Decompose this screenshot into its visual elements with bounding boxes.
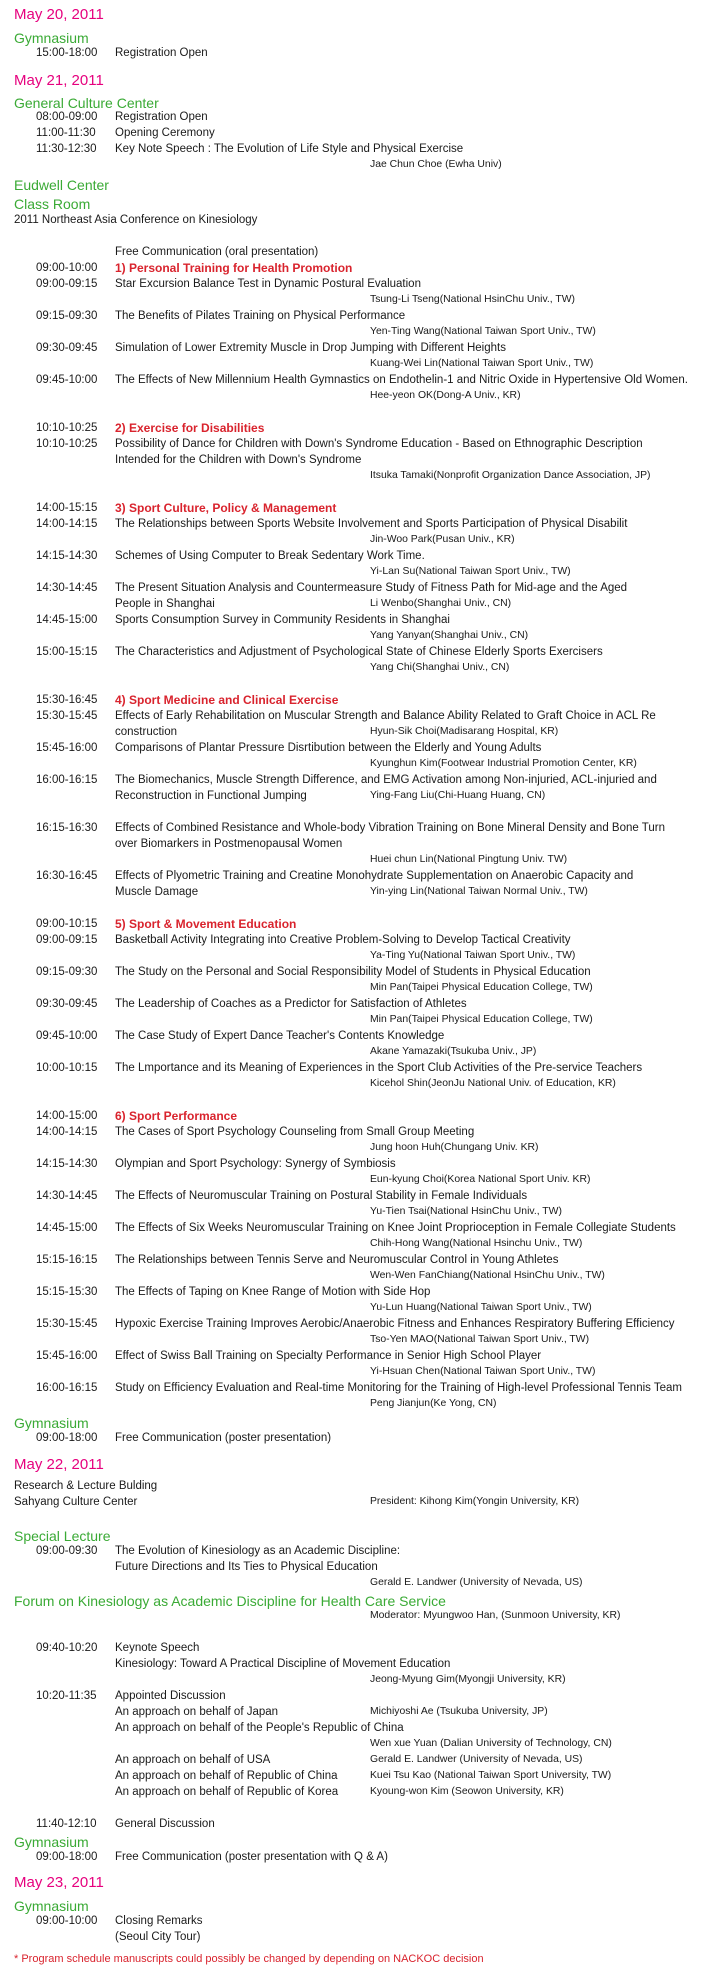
schedule-text: 11:30-12:30 [36, 143, 97, 155]
schedule-text: construction [115, 726, 178, 738]
schedule-text: The Leadership of Coaches as a Predictor for Satisfaction of Athletes [115, 998, 467, 1010]
schedule-text: 15:00-15:15 [36, 646, 98, 658]
schedule-text: 08:00-09:00 [36, 111, 98, 123]
schedule-text: Free Communication (poster presentation) [115, 1432, 332, 1444]
schedule-text: 09:00-18:00 [36, 1432, 98, 1444]
schedule-text: 09:00-10:00 [36, 262, 98, 274]
schedule-text: 14:00-14:15 [36, 1126, 98, 1138]
schedule-text: 14:15-14:30 [36, 1158, 98, 1170]
schedule-text: 16:15-16:30 [36, 822, 98, 834]
session-heading: 6) Sport Performance [115, 1109, 238, 1123]
schedule-text: 14:30-14:45 [36, 1190, 98, 1202]
schedule-text: Reconstruction in Functional Jumping [115, 790, 307, 802]
venue-heading: Special Lecture [14, 1528, 111, 1544]
schedule-text: An approach on behalf of USA [115, 1754, 271, 1766]
schedule-text: Study on Efficiency Evaluation and Real-time Monitoring for the Training of High-level Professional Tennis Team [115, 1382, 682, 1394]
presenter-text: Jae Chun Choe (Ewha Univ) [370, 159, 502, 170]
schedule-text: 09:00-09:15 [36, 934, 98, 946]
presenter-text: Michiyoshi Ae (Tsukuba University, JP) [370, 1706, 548, 1717]
presenter-text: Min Pan(Taipei Physical Education College, TW) [370, 1014, 593, 1025]
schedule-text: Star Excursion Balance Test in Dynamic Postural Evaluation [115, 278, 421, 290]
schedule-text: People in Shanghai [115, 598, 215, 610]
presenter-text: Hee-yeon OK(Dong-A Univ., KR) [370, 390, 521, 401]
presenter-text: President: Kihong Kim(Yongin University, KR) [370, 1496, 580, 1507]
schedule-text: 16:00-16:15 [36, 774, 98, 786]
schedule-text: The Biomechanics, Muscle Strength Difference, and EMG Activation among Non-injuried, ACL-injuried and [115, 774, 657, 786]
schedule-text: 15:30-15:45 [36, 710, 98, 722]
schedule-text: 09:45-10:00 [36, 1030, 98, 1042]
venue-heading: Gymnasium [14, 1834, 89, 1850]
session-heading: 4) Sport Medicine and Clinical Exercise [115, 693, 339, 707]
presenter-text: Jung hoon Huh(Chungang Univ. KR) [370, 1142, 539, 1153]
schedule-text: 09:15-09:30 [36, 310, 98, 322]
schedule-text: 14:30-14:45 [36, 582, 98, 594]
schedule-text: 15:30-16:45 [36, 694, 98, 706]
schedule-text: 16:30-16:45 [36, 870, 98, 882]
presenter-text: Kyunghun Kim(Footwear Industrial Promotion Center, KR) [370, 758, 637, 769]
schedule-text: General Discussion [115, 1818, 215, 1830]
schedule-text: 10:00-10:15 [36, 1062, 98, 1074]
session-heading: 3) Sport Culture, Policy & Management [115, 501, 337, 515]
presenter-text: Yang Chi(Shanghai Univ., CN) [370, 662, 510, 673]
schedule-text: 15:15-15:30 [36, 1286, 98, 1298]
schedule-text: The Study on the Personal and Social Responsibility Model of Students in Physical Education [115, 966, 591, 978]
schedule-text: The Evolution of Kinesiology as an Academic Discipline: [115, 1545, 401, 1557]
schedule-text: The Characteristics and Adjustment of Psychological State of Chinese Elderly Sports Exercisers [115, 646, 603, 658]
schedule-text: The Lmportance and its Meaning of Experiences in the Sport Club Activities of the Pre-service Teachers [115, 1062, 643, 1074]
schedule-text: 2011 Northeast Asia Conference on Kinesiology [14, 214, 258, 226]
schedule-text: 09:30-09:45 [36, 998, 98, 1010]
schedule-text: Kinesiology: Toward A Practical Discipline of Movement Education [115, 1658, 451, 1670]
schedule-text: The Effects of Taping on Knee Range of Motion with Side Hop [115, 1286, 431, 1298]
schedule-text: 14:00-15:15 [36, 502, 98, 514]
presenter-text: Kuei Tsu Kao (National Taiwan Sport University, TW) [370, 1770, 612, 1781]
schedule-text: Sports Consumption Survey in Community Residents in Shanghai [115, 614, 450, 626]
presenter-text: Tso-Yen MAO(National Taiwan Sport Univ., TW) [370, 1334, 590, 1345]
session-heading: 2) Exercise for Disabilities [115, 421, 265, 435]
schedule-text: 14:45-15:00 [36, 1222, 98, 1234]
presenter-text: Jeong-Myung Gim(Myongji University, KR) [370, 1674, 566, 1685]
schedule-text: Possibility of Dance for Children with Down's Syndrome Education - Based on Ethnographic Description [115, 438, 643, 450]
schedule-text: Effects of Early Rehabilitation on Muscular Strength and Balance Ability Related to Graft Choice in ACL Re [115, 710, 656, 722]
schedule-text: 09:00-09:30 [36, 1545, 98, 1557]
presenter-text: Yen-Ting Wang(National Taiwan Sport Univ., TW) [370, 326, 596, 337]
presenter-text: Wen-Wen FanChiang(National HsinChu Univ., TW) [370, 1270, 605, 1281]
schedule-text: Muscle Damage [115, 886, 199, 898]
schedule-text: 09:45-10:00 [36, 374, 98, 386]
presenter-text: Li Wenbo(Shanghai Univ., CN) [370, 598, 512, 609]
schedule-text: 11:00-11:30 [36, 127, 96, 139]
presenter-text: Moderator: Myungwoo Han, (Sunmoon University, KR) [370, 1610, 621, 1621]
schedule-text: Effects of Plyometric Training and Creatine Monohydrate Supplementation on Anaerobic Capacity and [115, 870, 634, 882]
venue-heading: Forum on Kinesiology as Academic Discipline for Health Care Service [14, 1593, 446, 1609]
presenter-text: Gerald E. Landwer (University of Nevada, US) [370, 1754, 583, 1765]
presenter-text: Eun-kyung Choi(Korea National Sport Univ. KR) [370, 1174, 591, 1185]
schedule-text: 09:00-18:00 [36, 1851, 98, 1863]
presenter-text: Hyun-Sik Choi(Madisarang Hospital, KR) [370, 726, 559, 737]
schedule-text: 15:30-15:45 [36, 1318, 98, 1330]
schedule-text: 09:00-10:15 [36, 918, 98, 930]
schedule-text: Effects of Combined Resistance and Whole-body Vibration Training on Bone Mineral Density and Bone Turn [115, 822, 665, 834]
date-heading: May 20, 2011 [14, 6, 104, 23]
presenter-text: Peng Jianjun(Ke Yong, CN) [370, 1398, 497, 1409]
schedule-text: Free Communication (oral presentation) [115, 246, 319, 258]
schedule-text: The Effects of Neuromuscular Training on Postural Stability in Female Individuals [115, 1190, 528, 1202]
schedule-text: Hypoxic Exercise Training Improves Aerobic/Anaerobic Fitness and Enhances Respiratory Buffering Efficiency [115, 1318, 675, 1330]
presenter-text: Kuang-Wei Lin(National Taiwan Sport Univ., TW) [370, 358, 594, 369]
schedule-text: An approach on behalf of Republic of Korea [115, 1786, 339, 1798]
schedule-text: 09:40-10:20 [36, 1642, 98, 1654]
presenter-text: Yi-Lan Su(National Taiwan Sport Univ., TW) [370, 566, 571, 577]
schedule-text: Effect of Swiss Ball Training on Specialty Performance in Senior High School Player [115, 1350, 542, 1362]
presenter-text: Yang Yanyan(Shanghai Univ., CN) [370, 630, 529, 641]
schedule-text: The Benefits of Pilates Training on Physical Performance [115, 310, 406, 322]
venue-heading: Gymnasium [14, 1898, 89, 1914]
venue-heading: Gymnasium [14, 30, 89, 46]
schedule-text: 15:45-16:00 [36, 1350, 98, 1362]
schedule-text: 14:00-15:00 [36, 1110, 98, 1122]
schedule-text: The Cases of Sport Psychology Counseling from Small Group Meeting [115, 1126, 475, 1138]
presenter-text: Yu-Tien Tsai(National HsinChu Univ., TW) [370, 1206, 562, 1217]
schedule-text: The Relationships between Tennis Serve and Neuromuscular Control in Young Athletes [115, 1254, 559, 1266]
schedule-text: Registration Open [115, 111, 208, 123]
schedule-text: Comparisons of Plantar Pressure Disrtibution between the Elderly and Young Adults [115, 742, 542, 754]
schedule-text: The Case Study of Expert Dance Teacher's Contents Knowledge [115, 1030, 445, 1042]
presenter-text: Akane Yamazaki(Tsukuba Univ., JP) [370, 1046, 537, 1057]
schedule-text: 09:30-09:45 [36, 342, 98, 354]
presenter-text: Tsung-Li Tseng(National HsinChu Univ., TW) [370, 294, 576, 305]
presenter-text: Gerald E. Landwer (University of Nevada, US) [370, 1577, 583, 1588]
presenter-text: Chih-Hong Wang(National Hsinchu Univ., TW) [370, 1238, 583, 1249]
schedule-text: Key Note Speech : The Evolution of Life Style and Physical Exercise [115, 143, 464, 155]
schedule-text: 14:15-14:30 [36, 550, 98, 562]
schedule-text: The Effects of Six Weeks Neuromuscular Training on Knee Joint Proprioception in Female Collegiate Students [115, 1222, 676, 1234]
presenter-text: Yu-Lun Huang(National Taiwan Sport Univ., TW) [370, 1302, 592, 1313]
presenter-text: Itsuka Tamaki(Nonprofit Organization Dance Association, JP) [370, 470, 651, 481]
date-heading: May 22, 2011 [14, 1456, 104, 1473]
date-heading: May 21, 2011 [14, 72, 104, 89]
schedule-text: Basketball Activity Integrating into Creative Problem-Solving to Develop Tactical Creativity [115, 934, 571, 946]
schedule-text: 09:00-10:00 [36, 1915, 98, 1927]
schedule-text: The Effects of New Millennium Health Gymnastics on Endothelin-1 and Nitric Oxide in Hypertensive Old Women. [115, 374, 688, 386]
venue-heading: Class Room [14, 196, 91, 212]
schedule-text: 10:10-10:25 [36, 422, 98, 434]
schedule-text: Schemes of Using Computer to Break Sedentary Work Time. [115, 550, 425, 562]
schedule-text: Research & Lecture Bulding [14, 1480, 158, 1492]
schedule-text: Free Communication (poster presentation with Q & A) [115, 1851, 388, 1863]
presenter-text: Huei chun Lin(National Pingtung Univ. TW) [370, 854, 568, 865]
schedule-text: Sahyang Culture Center [14, 1496, 138, 1508]
session-heading: 5) Sport & Movement Education [115, 917, 297, 931]
schedule-text: 11:40-12:10 [36, 1818, 97, 1830]
presenter-text: Min Pan(Taipei Physical Education College, TW) [370, 982, 593, 993]
schedule-text: Simulation of Lower Extremity Muscle in Drop Jumping with Different Heights [115, 342, 506, 354]
schedule-text: 10:20-11:35 [36, 1690, 97, 1702]
schedule-text: 14:00-14:15 [36, 518, 98, 530]
venue-heading: Gymnasium [14, 1415, 89, 1431]
schedule-text: 10:10-10:25 [36, 438, 98, 450]
schedule-text: An approach on behalf of the People's Republic of China [115, 1722, 404, 1734]
notice-text: * Program schedule manuscripts could possibly be changed by depending on NACKOC decision [14, 1953, 484, 1965]
presenter-text: Kicehol Shin(JeonJu National Univ. of Education, KR) [370, 1078, 616, 1089]
presenter-text: Jin-Woo Park(Pusan Univ., KR) [370, 534, 515, 545]
schedule-text: 15:00-18:00 [36, 47, 98, 59]
schedule-text: Opening Ceremony [115, 127, 215, 139]
schedule-text: The Present Situation Analysis and Countermeasure Study of Fitness Path for Mid-age and the Aged [115, 582, 628, 594]
schedule-text: (Seoul City Tour) [115, 1931, 201, 1943]
schedule-text: 09:15-09:30 [36, 966, 98, 978]
schedule-text: 15:45-16:00 [36, 742, 98, 754]
schedule-text: 14:45-15:00 [36, 614, 98, 626]
schedule-text: Olympian and Sport Psychology: Synergy of Symbiosis [115, 1158, 396, 1170]
schedule-text: 15:15-16:15 [36, 1254, 98, 1266]
schedule-text: Registration Open [115, 47, 208, 59]
schedule-text: 09:00-09:15 [36, 278, 98, 290]
presenter-text: Yin-ying Lin(National Taiwan Normal Univ., TW) [370, 886, 588, 897]
presenter-text: Kyoung-won Kim (Seowon University, KR) [370, 1786, 564, 1797]
presenter-text: Ya-Ting Yu(National Taiwan Sport Univ., TW) [370, 950, 576, 961]
session-heading: 1) Personal Training for Health Promotion [115, 261, 353, 275]
presenter-text: Wen xue Yuan (Dalian University of Technology, CN) [370, 1738, 612, 1749]
schedule-text: Future Directions and Its Ties to Physical Education [115, 1561, 378, 1573]
schedule-text: An approach on behalf of Japan [115, 1706, 279, 1718]
date-heading: May 23, 2011 [14, 1874, 104, 1891]
schedule-text: over Biomarkers in Postmenopausal Women [115, 838, 343, 850]
presenter-text: Ying-Fang Liu(Chi-Huang Huang, CN) [370, 790, 546, 801]
schedule-text: Appointed Discussion [115, 1690, 226, 1702]
schedule-text: An approach on behalf of Republic of China [115, 1770, 338, 1782]
schedule-text: Intended for the Children with Down's Syndrome [115, 454, 362, 466]
schedule-text: 16:00-16:15 [36, 1382, 98, 1394]
presenter-text: Yi-Hsuan Chen(National Taiwan Sport Univ., TW) [370, 1366, 596, 1377]
venue-heading: Eudwell Center [14, 177, 109, 193]
venue-heading: General Culture Center [14, 95, 159, 111]
schedule-text: Keynote Speech [115, 1642, 200, 1654]
schedule-text: Closing Remarks [115, 1915, 203, 1927]
schedule-text: The Relationships between Sports Website Involvement and Sports Participation of Physical Disabilit [115, 518, 628, 530]
